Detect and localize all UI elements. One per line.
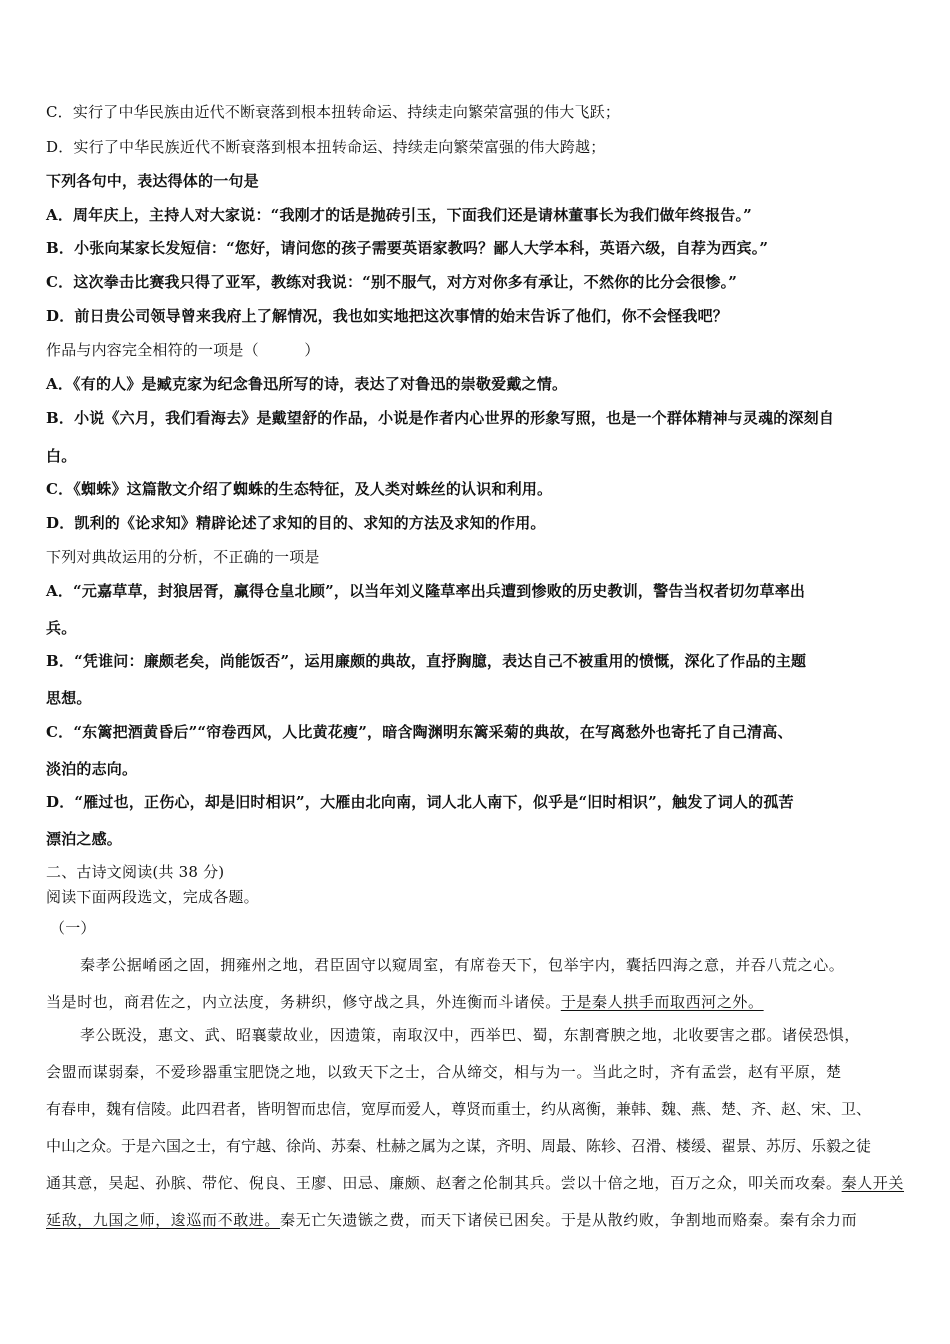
q1-option-c: C．实行了中华民族由近代不断衰落到根本扭转命运、持续走向繁荣富强的伟大飞跃； xyxy=(46,103,621,121)
q3-option-b-line1: B．小说《六月，我们看海去》是戴望舒的作品，小说是作者内心世界的形象写照，也是一个群体精神与灵魂的深刻自 xyxy=(46,409,835,427)
passage-p2-line6-text: 秦无亡矢遗镞之费，而天下诸侯已困矣。于是从散约败，争割地而赂秦。秦有余力而 xyxy=(280,1211,858,1229)
underlined-sentence-1: 于是秦人拱手而取西河之外。 xyxy=(560,993,764,1011)
q4-option-d-line2: 漂泊之感。 xyxy=(46,830,123,848)
q3-option-c: C．《蜘蛛》这篇散文介绍了蜘蛛的生态特征，及人类对蛛丝的认识和利用。 xyxy=(46,480,553,498)
passage-p1-line1: 秦孝公据崤函之固，拥雍州之地，君臣固守以窥周室，有席卷天下，包举宇内，囊括四海之意，并吞八荒之心。 xyxy=(80,956,845,974)
q4-option-b-line2: 思想。 xyxy=(46,689,92,707)
q2-option-b: B．小张向某家长发短信：“您好，请问您的孩子需要英语家教吗？鄙人大学本科，英语六级，自荐为西宾。” xyxy=(46,239,769,257)
passage-p2-line4: 中山之众。于是六国之士，有宁越、徐尚、苏秦、杜赫之属为之谋，齐明、周最、陈轸、召滑、楼缓、翟景、苏厉、乐毅之徒 xyxy=(46,1137,872,1155)
q4-stem: 下列对典故运用的分析，不正确的一项是 xyxy=(46,548,320,566)
q2-stem: 下列各句中，表达得体的一句是 xyxy=(46,172,259,190)
passage-p2-line2: 会盟而谋弱秦，不爱珍器重宝肥饶之地，以致天下之士，合从缔交，相与为一。当此之时，齐有孟尝，赵有平原，楚 xyxy=(46,1063,842,1081)
q4-option-c-line2: 淡泊的志向。 xyxy=(46,760,138,778)
q3-option-d: D．凯利的《论求知》精辟论述了求知的目的、求知的方法及求知的作用。 xyxy=(46,514,546,532)
passage-p2-line3: 有春申，魏有信陵。此四君者，皆明智而忠信，宽厚而爱人，尊贤而重士，约从离衡，兼韩、魏、燕、楚、齐、赵、宋、卫、 xyxy=(46,1100,872,1118)
underlined-sentence-2b: 延敌，九国之师，逡巡而不敢进。 xyxy=(46,1211,281,1229)
q2-option-a: A．周年庆上，主持人对大家说：“我刚才的话是抛砖引玉，下面我们还是请林董事长为我们做年终报告。” xyxy=(46,206,752,224)
passage-p1-line2-text: 当是时也，商君佐之，内立法度，务耕织，修守战之具，外连衡而斗诸侯。 xyxy=(46,993,561,1011)
q4-option-a-line1: A．“元嘉草草，封狼居胥，赢得仓皇北顾”，以当年刘义隆草率出兵遭到惨败的历史教训，警告当权者切勿草率出 xyxy=(46,582,806,600)
q4-option-d-line1: D．“雁过也，正伤心，却是旧时相识”，大雁由北向南，词人北人南下，似乎是“旧时相识”，触发了词人的孤苦 xyxy=(46,793,794,811)
passage-p2-line1: 孝公既没，惠文、武、昭襄蒙故业，因遗策，南取汉中，西举巴、蜀，东割膏腴之地，北收要害之郡。诸侯恐惧， xyxy=(80,1026,861,1044)
underlined-sentence-2a: 秦人开关 xyxy=(841,1174,905,1192)
q3-stem: 作品与内容完全相符的一项是（ ） xyxy=(46,341,320,359)
passage-p2-line5-text: 通其意，吴起、孙膑、带佗、倪良、王廖、田忌、廉颇、赵奢之伦制其兵。尝以十倍之地，百万之众，叩关而攻秦。 xyxy=(46,1174,842,1192)
q3-option-a: A．《有的人》是臧克家为纪念鲁迅所写的诗，表达了对鲁迅的崇敬爱戴之情。 xyxy=(46,375,568,393)
q1-option-d: D．实行了中华民族近代不断衰落到根本扭转命运、持续走向繁荣富强的伟大跨越； xyxy=(46,138,606,156)
passage-p2-line5 xyxy=(46,1173,908,1193)
q4-option-c-line1: C．“东篱把酒黄昏后”“帘卷西风，人比黄花瘦”，暗含陶渊明东篱采菊的典故，在写离愁外也寄托了自己清高、 xyxy=(46,723,793,741)
section-instruction: 阅读下面两段选文，完成各题。 xyxy=(46,888,259,906)
q3-option-b-line2: 白。 xyxy=(46,447,77,465)
q2-option-c: C．这次拳击比赛我只得了亚军，教练对我说：“别不服气，对方对你多有承让，不然你的比分会很惨。” xyxy=(46,273,738,291)
q4-option-a-line2: 兵。 xyxy=(46,619,77,637)
q2-option-d: D．前日贵公司领导曾来我府上了解情况，我也如实地把这次事情的始末告诉了他们，你不会怪我吧？ xyxy=(46,307,729,325)
part-label: （一） xyxy=(50,919,96,937)
section-heading: 二、古诗文阅读(共 38 分) xyxy=(46,863,225,881)
passage-p2-line6 xyxy=(46,1210,908,1230)
passage-p1-line2 xyxy=(46,992,908,1012)
q4-option-b-line1: B．“凭谁问：廉颇老矣，尚能饭否”，运用廉颇的典故，直抒胸臆，表达自己不被重用的愤慨，深化了作品的主题 xyxy=(46,652,807,670)
